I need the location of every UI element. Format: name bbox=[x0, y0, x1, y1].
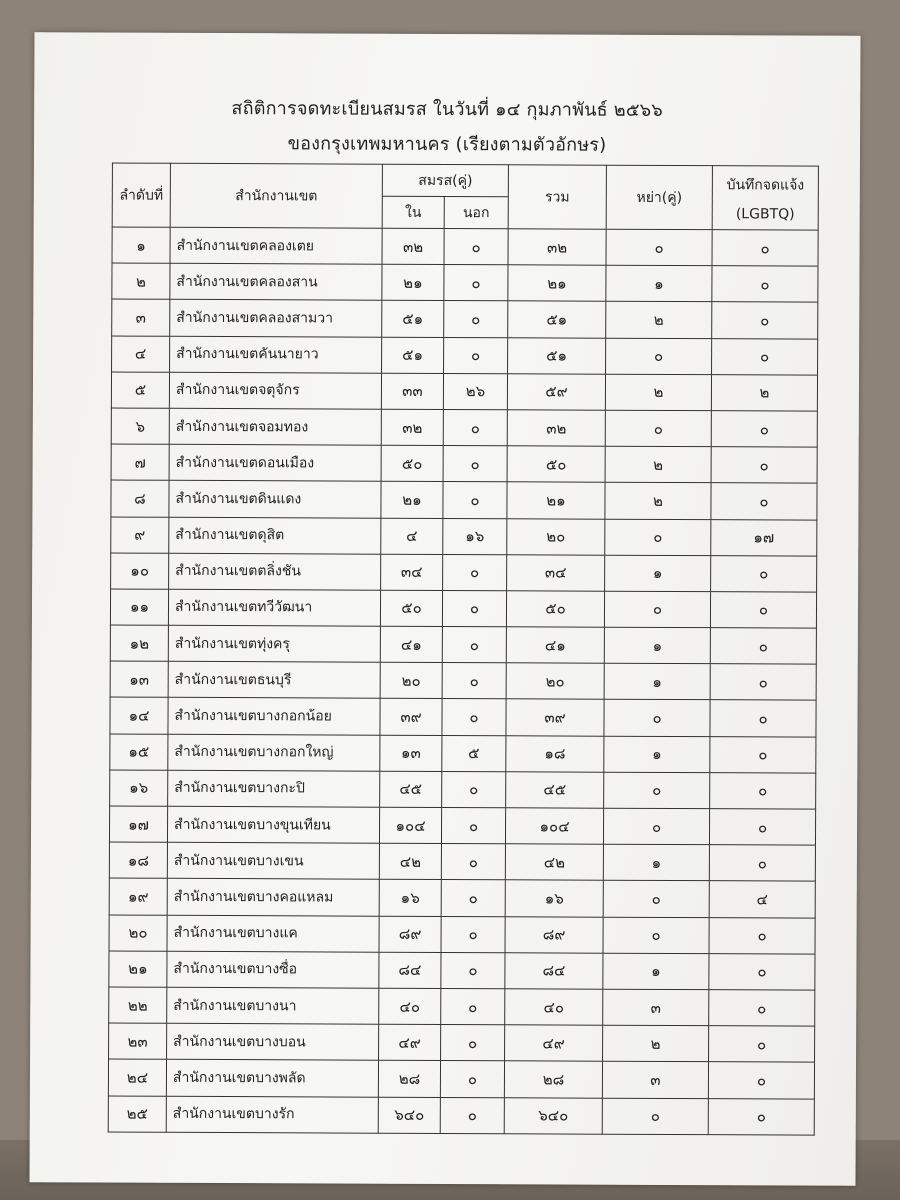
paper-sheet bbox=[29, 32, 860, 1186]
inside-count: ๕๑ bbox=[382, 301, 444, 337]
total-count: ๒๐ bbox=[506, 663, 604, 700]
header-lgbtq bbox=[712, 166, 818, 230]
office-name: สำนักงานเขตบางคอแหลม bbox=[167, 879, 379, 916]
divorce-count: ๒ bbox=[606, 302, 712, 339]
outside-count: ๐ bbox=[441, 880, 505, 916]
inside-count: ๒๘ bbox=[378, 1061, 440, 1097]
inside-count: ๓๙ bbox=[380, 699, 442, 735]
divorce-count: ๐ bbox=[603, 917, 709, 954]
lgbtq-count: ๐ bbox=[709, 990, 815, 1027]
outside-count: ๐ bbox=[441, 988, 505, 1024]
total-count: ๕๐ bbox=[506, 591, 604, 628]
divorce-count: ๐ bbox=[604, 772, 710, 809]
inside-count: ๕๐ bbox=[380, 590, 442, 626]
inside-count: ๑๓ bbox=[380, 735, 442, 771]
row-number: ๑๖ bbox=[110, 770, 168, 806]
row-number: ๒๔ bbox=[108, 1059, 166, 1095]
document-title: สถิติการจดทะเบียนสมรส ในวันที่ ๑๔ กุมภาพันธ์ ๒๕๖๖ bbox=[231, 98, 663, 121]
outside-count: ๐ bbox=[441, 807, 505, 843]
divorce-count: ๑ bbox=[603, 844, 709, 881]
inside-count: ๘๔ bbox=[379, 952, 441, 988]
table-row bbox=[110, 661, 816, 700]
outside-count: ๐ bbox=[442, 699, 506, 735]
inside-count: ๔ bbox=[381, 518, 443, 554]
total-count: ๓๔ bbox=[507, 554, 605, 591]
office-name: สำนักงานเขตธนบุรี bbox=[168, 662, 380, 699]
total-count: ๔๑ bbox=[506, 627, 604, 664]
table-row bbox=[109, 878, 815, 917]
outside-count: ๐ bbox=[443, 554, 507, 590]
total-count: ๒๑ bbox=[508, 265, 606, 302]
row-number: ๑๔ bbox=[110, 697, 168, 733]
row-number: ๘ bbox=[111, 480, 169, 516]
row-number: ๒๐ bbox=[109, 915, 167, 951]
divorce-count: ๐ bbox=[606, 338, 712, 375]
total-count: ๖๔๐ bbox=[504, 1097, 602, 1134]
lgbtq-count: ๐ bbox=[711, 483, 817, 520]
row-number: ๔ bbox=[112, 336, 170, 372]
divorce-count: ๐ bbox=[604, 591, 710, 628]
table-row bbox=[112, 299, 818, 338]
divorce-count: ๑ bbox=[603, 953, 709, 990]
statistics-table bbox=[108, 163, 819, 1136]
inside-count: ๔๒ bbox=[379, 843, 441, 879]
total-count: ๕๑ bbox=[508, 337, 606, 374]
total-count: ๒๑ bbox=[507, 482, 605, 519]
total-count: ๓๙ bbox=[506, 699, 604, 736]
total-count: ๒๘ bbox=[504, 1061, 602, 1098]
row-number: ๑ bbox=[112, 227, 170, 263]
divorce-count: ๐ bbox=[603, 881, 709, 918]
header-divorce: หย่า(คู่) bbox=[606, 165, 712, 229]
lgbtq-count: ๔ bbox=[709, 881, 815, 918]
divorce-count: ๑ bbox=[604, 736, 710, 773]
row-number: ๙ bbox=[111, 517, 169, 553]
office-name: สำนักงานเขตบางขุนเทียน bbox=[167, 806, 379, 843]
office-name: สำนักงานเขตบางซื่อ bbox=[167, 951, 379, 988]
inside-count: ๖๔๐ bbox=[378, 1097, 440, 1133]
office-name: สำนักงานเขตดินแดง bbox=[169, 481, 381, 518]
row-number: ๒๓ bbox=[109, 1023, 167, 1059]
outside-count: ๐ bbox=[442, 771, 506, 807]
lgbtq-count: ๐ bbox=[712, 302, 818, 339]
row-number: ๒๒ bbox=[109, 987, 167, 1023]
inside-count: ๔๙ bbox=[379, 1024, 441, 1060]
table-row bbox=[108, 1096, 814, 1135]
table-row bbox=[109, 842, 815, 881]
lgbtq-count: ๐ bbox=[709, 953, 815, 990]
table-header bbox=[112, 163, 818, 230]
divorce-count: ๐ bbox=[603, 808, 709, 845]
divorce-count: ๐ bbox=[604, 700, 710, 737]
office-name: สำนักงานเขตดุสิต bbox=[169, 517, 381, 554]
lgbtq-count: ๐ bbox=[710, 772, 816, 809]
inside-count: ๒๐ bbox=[380, 662, 442, 698]
inside-count: ๒๑ bbox=[382, 264, 444, 300]
total-count: ๑๖ bbox=[505, 880, 603, 917]
outside-count: ๐ bbox=[443, 409, 507, 445]
inside-count: ๔๑ bbox=[380, 626, 442, 662]
outside-count: ๐ bbox=[441, 1025, 505, 1061]
divorce-count: ๒ bbox=[605, 483, 711, 520]
total-count: ๕๑ bbox=[508, 301, 606, 338]
outside-count: ๐ bbox=[440, 1097, 504, 1133]
total-count: ๓๒ bbox=[508, 229, 606, 266]
outside-count: ๐ bbox=[443, 482, 507, 518]
row-number: ๖ bbox=[111, 408, 169, 444]
outside-count: ๐ bbox=[444, 301, 508, 337]
row-number: ๗ bbox=[111, 444, 169, 480]
outside-count: ๐ bbox=[440, 1061, 504, 1097]
table-row bbox=[111, 372, 817, 411]
lgbtq-count: ๐ bbox=[710, 628, 816, 665]
lgbtq-count: ๐ bbox=[712, 266, 818, 303]
divorce-count: ๑ bbox=[605, 555, 711, 592]
total-count: ๔๙ bbox=[505, 1025, 603, 1062]
table-row bbox=[112, 263, 818, 302]
table-row bbox=[111, 517, 817, 556]
table-row bbox=[110, 734, 816, 773]
divorce-count: ๒ bbox=[605, 446, 711, 483]
outside-count: ๐ bbox=[441, 952, 505, 988]
divorce-count: ๓ bbox=[603, 989, 709, 1026]
office-name: สำนักงานเขตตลิ่งชัน bbox=[169, 553, 381, 590]
row-number: ๒๑ bbox=[109, 951, 167, 987]
office-name: สำนักงานเขตบางนา bbox=[167, 987, 379, 1024]
office-name: สำนักงานเขตบางเขน bbox=[167, 842, 379, 879]
divorce-count: ๒ bbox=[603, 1025, 709, 1062]
lgbtq-count: ๑๗ bbox=[711, 519, 817, 556]
lgbtq-count: ๐ bbox=[710, 592, 816, 629]
lgbtq-count: ๐ bbox=[708, 1062, 814, 1099]
row-number: ๑๐ bbox=[111, 553, 169, 589]
total-count: ๓๒ bbox=[507, 410, 605, 447]
row-number: ๑๘ bbox=[109, 842, 167, 878]
inside-count: ๔๕ bbox=[380, 771, 442, 807]
office-name: สำนักงานเขตบางกอกน้อย bbox=[168, 698, 380, 735]
lgbtq-count: ๐ bbox=[711, 411, 817, 448]
table-row bbox=[111, 444, 817, 483]
total-count: ๕๙ bbox=[507, 374, 605, 411]
lgbtq-count: ๐ bbox=[709, 845, 815, 882]
lgbtq-count: ๐ bbox=[710, 736, 816, 773]
office-name: สำนักงานเขตบางแค bbox=[167, 915, 379, 952]
header-marriage: สมรส(คู่) bbox=[382, 164, 508, 197]
inside-count: ๕๑ bbox=[382, 337, 444, 373]
total-count: ๕๐ bbox=[507, 446, 605, 483]
header-office: สำนักงานเขต bbox=[170, 163, 382, 228]
lgbtq-count: ๐ bbox=[711, 555, 817, 592]
lgbtq-count: ๐ bbox=[710, 700, 816, 737]
header-total: รวม bbox=[508, 165, 606, 229]
inside-count: ๑๐๔ bbox=[379, 807, 441, 843]
table-row bbox=[110, 770, 816, 809]
table-row bbox=[109, 987, 815, 1026]
total-count: ๔๒ bbox=[505, 844, 603, 881]
inside-count: ๓๒ bbox=[381, 409, 443, 445]
outside-count: ๕ bbox=[442, 735, 506, 771]
header-lgbtq-line1: บันทึกจดแจ้ง bbox=[726, 176, 805, 194]
inside-count: ๓๔ bbox=[381, 554, 443, 590]
outside-count: ๐ bbox=[442, 627, 506, 663]
lgbtq-count: ๐ bbox=[709, 1026, 815, 1063]
row-number: ๓ bbox=[112, 299, 170, 335]
divorce-count: ๓ bbox=[602, 1062, 708, 1099]
outside-count: ๐ bbox=[444, 337, 508, 373]
divorce-count: ๐ bbox=[606, 229, 712, 266]
table-row bbox=[110, 589, 816, 628]
table-row bbox=[112, 227, 818, 266]
document-subtitle: ของกรุงเทพมหานคร (เรียงตามตัวอักษร) bbox=[287, 133, 607, 156]
office-name: สำนักงานเขตคลองสามวา bbox=[170, 300, 382, 337]
divorce-count: ๐ bbox=[605, 519, 711, 556]
divorce-count: ๑ bbox=[604, 663, 710, 700]
office-name: สำนักงานเขตบางกะปิ bbox=[168, 770, 380, 807]
row-number: ๑๓ bbox=[110, 661, 168, 697]
outside-count: ๐ bbox=[442, 590, 506, 626]
table-row bbox=[112, 336, 818, 375]
total-count: ๔๕ bbox=[506, 772, 604, 809]
divorce-count: ๐ bbox=[602, 1098, 708, 1135]
header-outside: นอก bbox=[444, 196, 508, 228]
inside-count: ๓๓ bbox=[381, 373, 443, 409]
row-number: ๑๑ bbox=[110, 589, 168, 625]
table-row bbox=[109, 951, 815, 990]
lgbtq-count: ๐ bbox=[711, 447, 817, 484]
lgbtq-count: ๐ bbox=[709, 917, 815, 954]
office-name: สำนักงานเขตจอมทอง bbox=[169, 408, 381, 445]
total-count: ๔๐ bbox=[505, 989, 603, 1026]
office-name: สำนักงานเขตทุ่งครุ bbox=[168, 625, 380, 662]
table-row bbox=[109, 915, 815, 954]
outside-count: ๐ bbox=[443, 446, 507, 482]
total-count: ๘๔ bbox=[505, 953, 603, 990]
outside-count: ๐ bbox=[444, 265, 508, 301]
total-count: ๘๙ bbox=[505, 916, 603, 953]
lgbtq-count: ๐ bbox=[710, 664, 816, 701]
header-lgbtq-line2: (LGBTQ) bbox=[735, 205, 795, 223]
inside-count: ๕๐ bbox=[381, 445, 443, 481]
outside-count: ๐ bbox=[441, 916, 505, 952]
table-row bbox=[111, 480, 817, 519]
outside-count: ๒๖ bbox=[443, 373, 507, 409]
row-number: ๕ bbox=[111, 372, 169, 408]
inside-count: ๒๑ bbox=[381, 482, 443, 518]
divorce-count: ๒ bbox=[605, 374, 711, 411]
table-body bbox=[108, 227, 818, 1135]
lgbtq-count: ๐ bbox=[709, 809, 815, 846]
lgbtq-count: ๐ bbox=[712, 338, 818, 375]
table-row bbox=[108, 1059, 814, 1098]
divorce-count: ๐ bbox=[605, 410, 711, 447]
office-name: สำนักงานเขตบางกอกใหญ่ bbox=[168, 734, 380, 771]
office-name: สำนักงานเขตบางบอน bbox=[167, 1023, 379, 1060]
table-row bbox=[110, 625, 816, 664]
lgbtq-count: ๐ bbox=[712, 230, 818, 267]
total-count: ๑๐๔ bbox=[505, 808, 603, 845]
office-name: สำนักงานเขตจตุจักร bbox=[169, 372, 381, 409]
table-row bbox=[109, 1023, 815, 1062]
outside-count: ๐ bbox=[442, 663, 506, 699]
outside-count: ๑๖ bbox=[443, 518, 507, 554]
outside-count: ๐ bbox=[444, 228, 508, 264]
row-number: ๑๒ bbox=[110, 625, 168, 661]
office-name: สำนักงานเขตบางรัก bbox=[166, 1096, 378, 1133]
header-inside: ใน bbox=[382, 196, 444, 228]
table-row bbox=[109, 806, 815, 845]
office-name: สำนักงานเขตคันนายาว bbox=[170, 336, 382, 373]
row-number: ๑๙ bbox=[109, 878, 167, 914]
total-count: ๒๐ bbox=[507, 518, 605, 555]
office-name: สำนักงานเขตบางพลัด bbox=[166, 1060, 378, 1097]
inside-count: ๑๖ bbox=[379, 880, 441, 916]
office-name: สำนักงานเขตคลองสาน bbox=[170, 263, 382, 300]
office-name: สำนักงานเขตคลองเตย bbox=[170, 227, 382, 264]
inside-count: ๓๒ bbox=[382, 228, 444, 264]
office-name: สำนักงานเขตทวีวัฒนา bbox=[168, 589, 380, 626]
outside-count: ๐ bbox=[441, 844, 505, 880]
table-row bbox=[111, 553, 817, 592]
table-row bbox=[110, 697, 816, 736]
header-order: ลำดับที่ bbox=[112, 163, 170, 227]
divorce-count: ๑ bbox=[606, 265, 712, 302]
lgbtq-count: ๒ bbox=[711, 374, 817, 411]
row-number: ๑๕ bbox=[110, 734, 168, 770]
table-row bbox=[111, 408, 817, 447]
divorce-count: ๑ bbox=[604, 627, 710, 664]
row-number: ๒๕ bbox=[108, 1096, 166, 1132]
office-name: สำนักงานเขตดอนเมือง bbox=[169, 444, 381, 481]
inside-count: ๔๐ bbox=[379, 988, 441, 1024]
row-number: ๑๗ bbox=[109, 806, 167, 842]
total-count: ๑๘ bbox=[506, 735, 604, 772]
inside-count: ๘๙ bbox=[379, 916, 441, 952]
lgbtq-count: ๐ bbox=[708, 1098, 814, 1135]
row-number: ๒ bbox=[112, 263, 170, 299]
